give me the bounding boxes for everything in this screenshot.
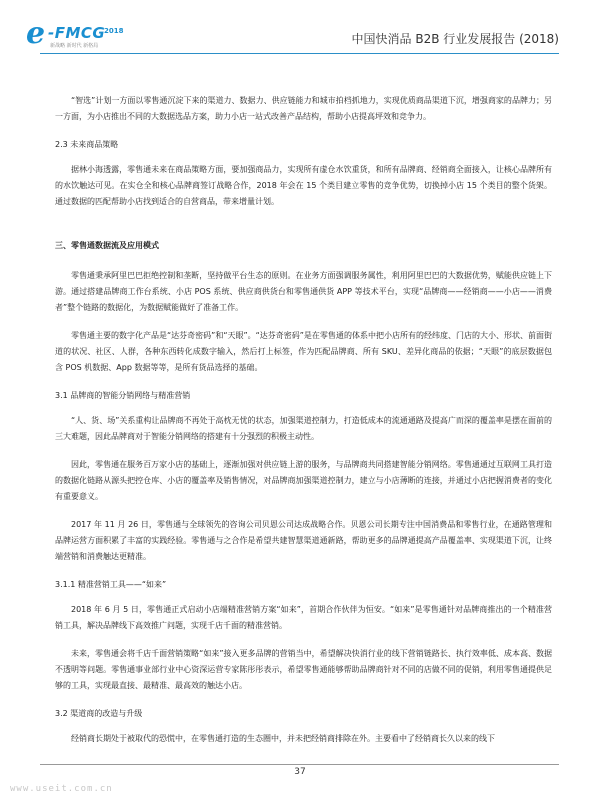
page-header bbox=[0, 0, 600, 62]
header-divider bbox=[40, 53, 559, 54]
section-heading: 3.2 渠道商的改造与升级 bbox=[55, 709, 143, 718]
efmcg-logo bbox=[26, 18, 126, 52]
paragraph: 经销商长期处于被取代的恐慌中，在零售通打造的生态圈中，并未把经销商排除在外。主要看中了经销商长久以来的线下 bbox=[71, 734, 495, 743]
page-number: 37 bbox=[294, 767, 306, 777]
watermark: www.useit.com.cn bbox=[10, 784, 113, 794]
paragraph: 因此，零售通在服务百万家小店的基础上，逐渐加强对供应链上游的服务，与品牌商共同搭建智能分销网络。零售通通过互联网工具打造的数据化链路从源头把控仓库、小店的覆盖率及销售情况，对品牌商加强渠道控制力，建立与小店薄断的连接，并通过小店把握消费者的变化有重要意义。 bbox=[55, 460, 552, 501]
report-title: 中国快消品 B2B 行业发展报告 (2018) bbox=[351, 32, 559, 46]
footer-divider bbox=[40, 764, 559, 765]
section-heading: 3.1.1 精准营销工具——“如来” bbox=[55, 580, 167, 589]
logo-year: 2018 bbox=[104, 27, 124, 35]
paragraph: 2018 年 6 月 5 日，零售通正式启动小店端精准营销方案“如来”，首期合作伙伴为恒安。“如来”是零售通针对品牌商推出的一个精准营销工具，解决品牌线下高效推广问题，实现千店千面的精准营销。 bbox=[55, 605, 552, 630]
paragraph: “人、货、场”关系重构让品牌商不再处于高枕无忧的状态，加强渠道控制力，打造低成本的流通通路及提高广而深的覆盖率是摆在面前的三大难题，因此品牌商对于智能分销网络的搭建有十分强烈的积极主动性。 bbox=[55, 416, 552, 441]
chapter-heading: 三、零售通数据流及应用模式 bbox=[55, 241, 159, 250]
logo-letter: e bbox=[26, 16, 46, 51]
document-body bbox=[55, 93, 552, 759]
paragraph: 2017 年 11 月 26 日，零售通与全球领先的咨询公司贝恩公司达成战略合作。贝恩公司长期专注中国消费品和零售行业，在通路管理和品牌运营方面积累了丰富的实践经验。零售通与之合作是希望共建智慧渠道通新路，帮助更多的品牌通提高产品覆盖率、实现渠道下沉，让终端营销和消费触达更精准。 bbox=[55, 520, 552, 561]
logo-tagline: 新战略 新时代 新格局 bbox=[50, 43, 99, 49]
paragraph: 未来，零售通会将千店千面营销策略“如来”接入更多品牌的营销当中，希望解决快消行业的线下营销链路长、执行效率低、成本高、数据不透明等问题。零售通事业部行业中心资深运营专家陈彤彤表示，希望零售通能够帮助品牌商针对不同的店做不同的促销，利用零售通提供足够的工具，实现最直接、最精准、最高效的触达小店。 bbox=[55, 649, 552, 690]
paragraph: “智选”计划一方面以零售通沉淀下来的渠道力、数据力、供应链能力和城市拍档抓地力，实现优质商品渠道下沉，增强商家的品牌力；另一方面，为小店推出不同的大数据选品方案，助力小店一站式改善产品结构，帮助小店提高坪效和竞争力。 bbox=[55, 96, 552, 121]
section-heading: 2.3 未来商品策略 bbox=[55, 140, 119, 149]
paragraph: 零售通秉承阿里巴巴拒绝控制和垄断，坚持做平台生态的原则。在业务方面强调服务属性，利用阿里巴巴的大数据优势，赋能供应链上下游。通过搭建品牌商工作台系统、小店 POS 系统、供应商供货台和零售通供货 APP 等技术平台，实现“品牌商——经销商——小店——消费者”整个链路的数据化，为数据赋能做好了准备工作。 bbox=[55, 271, 552, 312]
section-heading: 3.1 品牌商的智能分销网络与精准营销 bbox=[55, 391, 191, 400]
paragraph: 据林小海透露，零售通未来在商品策略方面，要加强商品力，实现所有虚仓水饮重货，和所有品牌商、经销商全面接入，让核心品牌所有的水饮触达可见。在实仓全和核心品牌商签订战略合作，2018 年会在 15 个类目建立零售的竞争优势，切换掉小店 15 个类目的整个货架。通过数据的匹配帮助小店找到适合的自营商品，带来增量计划。 bbox=[55, 165, 552, 206]
paragraph: 零售通主要的数字化产品是“达芬奇密码”和“天眼”。“达芬奇密码”是在零售通的体系中把小店所有的经纬度、门店的大小、形状、前面街道的状况、社区、人群，各种东西转化成数字输入，然后打上标签，作为匹配品牌商、所有 SKU、差异化商品的依据；“天眼”的底层数据包含 POS 机数据、App 数据等等，是所有货品选择的基础。 bbox=[55, 331, 552, 372]
logo-word: -FMCG bbox=[48, 24, 106, 42]
